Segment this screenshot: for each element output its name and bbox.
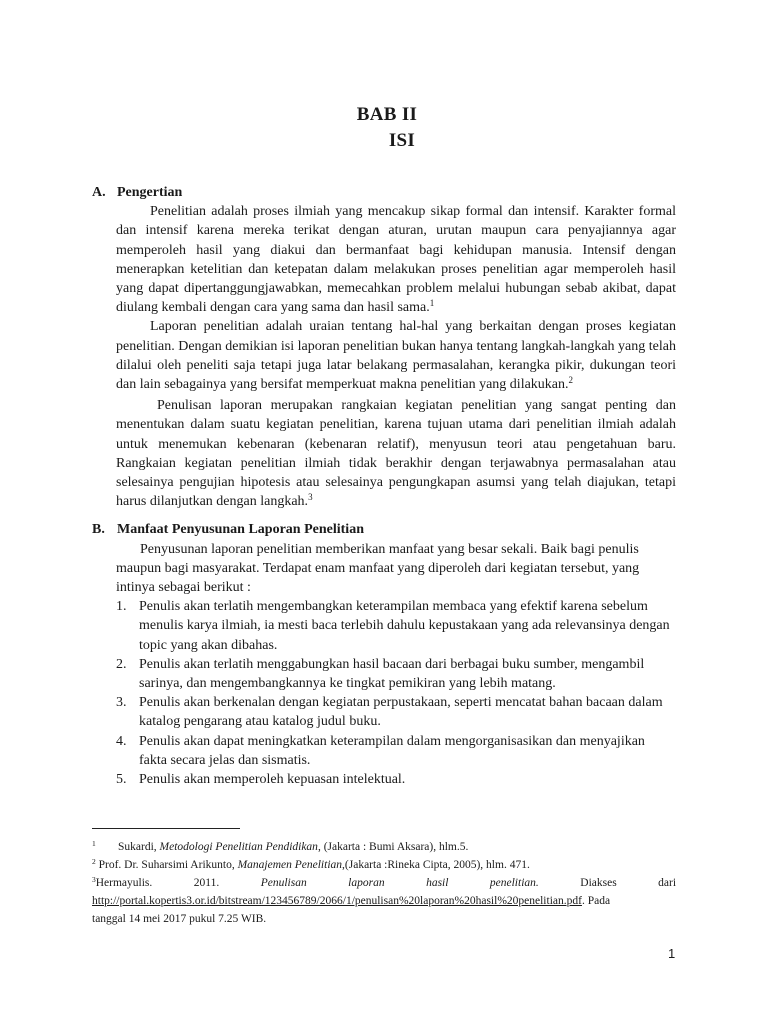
list-item <box>116 597 676 655</box>
section-b-intro: Penyusunan laporan penelitian memberikan manfaat yang besar sekali. Baik bagi penulis maupun bagi masyarakat. Terdapat enam manfaat yang diperoleh dari kegiatan tersebut, yang intinya sebagai berikut : <box>116 541 640 596</box>
paragraph-3-text: Penulisan laporan merupakan rangkaian kegiatan penelitian yang sangat penting dan menentukan dalam suatu kegiatan penelitian, karena tujuan utama dari penelitian ilmiah adalah untuk menemukan kebenaran (kebenaran relatif), menyusun teori atau pengetahuan baru. Rangkaian kegiatan penelitian ilmiah tidak berakhir dengan terjawabnya permasalahan atau selesainya pengujian hipotesis atau selesainya pengungkapan asumsi yang telah diajukan, tetapi harus dilanjutkan dengan langkah. <box>116 398 676 510</box>
section-b <box>92 520 676 789</box>
footnote-1 <box>92 838 676 856</box>
footnote-2-mark: 2 <box>92 857 96 866</box>
footnote-1-rest: , (Jakarta : Bumi Aksara), hlm.5. <box>317 841 469 853</box>
page-number: 1 <box>668 946 676 961</box>
section-b-label: B. <box>92 522 105 538</box>
footnote-1-author: Sukardi, <box>118 841 160 853</box>
list-item-text: Penulis akan dapat meningkatkan keterampilan dalam mengorganisasikan dan menyajikan fakta secara jelas dan sismatis. <box>139 733 645 768</box>
list-item-number: 3. <box>116 695 127 711</box>
list-item-number: 1. <box>116 599 127 615</box>
footnote-separator <box>92 828 240 829</box>
footnote-3-after-url: . Pada <box>581 895 611 907</box>
list-item-number: 5. <box>116 772 127 788</box>
list-item-number: 4. <box>116 733 127 749</box>
footnote-2 <box>92 856 676 874</box>
section-a-heading <box>92 183 676 202</box>
list-item-text: Penulis akan berkenalan dengan kegiatan perpustakaan, seperti mencatat bahan bacaan dalam katalog pengarang atau katalog judul buku. <box>139 695 663 730</box>
footnote-2-title: Manajemen Penelitian <box>237 859 343 871</box>
paragraph-2 <box>92 317 676 394</box>
footnote-3-year: 2011. <box>193 877 220 889</box>
list-item-number: 2. <box>116 656 127 672</box>
paragraph-2-text: Laporan penelitian adalah uraian tentang hal-hal yang berkaitan dengan proses kegiatan penelitian. Dengan demikian isi laporan penelitian bukan hanya tentang langkah-langkah yang telah dilalui oleh peneliti saja tetapi juga latar belakang permasalahan, kerangka pikir, dukungan teori dan lain sebagainya yang bersifat memperkuat makna penelitian yang dilakukan. <box>116 319 676 393</box>
section-b-heading <box>92 520 676 539</box>
footnote-3-date: tanggal 14 mei 2017 pukul 7.25 WIB. <box>92 913 267 925</box>
body-content <box>92 183 676 789</box>
footnote-3 <box>92 874 676 892</box>
list-item-text: Penulis akan terlatih mengembangkan keterampilan membaca yang efektif karena sebelum menulis karya ilmiah, ia mesti baca terlebih dahulu kepustakaan yang ada relevansinya dengan topic yang akan dibahas. <box>139 599 670 653</box>
footnote-2-author: Prof. Dr. Suharsimi Arikunto, <box>95 859 238 871</box>
footnote-3-mark: 3 <box>92 875 96 884</box>
section-a-title: Pengertian <box>117 185 183 200</box>
list-item-text: Penulis akan terlatih menggabungkan hasil bacaan dari berbagai buku sumber, mengambil sarinya, dan mengembangkannya ke tingkat pemikiran yang lebih matang. <box>139 656 645 692</box>
list-item-text: Penulis akan memperoleh kepuasan intelektual. <box>139 772 406 788</box>
chapter-subtitle: ISI <box>388 130 416 151</box>
footnote-3-link[interactable]: http://portal.kopertis3.or.id/bitstream/123456789/2066/1/penulisan%20laporan%20hasil%20penelitian.pdf <box>92 895 582 907</box>
paragraph-1 <box>92 202 676 317</box>
footnote-1-title: Metodologi Penelitian Pendidikan <box>159 841 318 853</box>
footnote-ref-3[interactable]: 3 <box>308 492 313 503</box>
footnote-3-access: Diakses dari <box>580 877 677 889</box>
list-item <box>116 770 676 789</box>
footnote-1-mark: 1 <box>92 839 96 848</box>
footnote-3-cont <box>92 892 676 928</box>
footnote-ref-1[interactable]: 1 <box>429 298 435 309</box>
chapter-title: BAB II <box>356 104 418 125</box>
paragraph-3 <box>92 396 676 511</box>
footnote-3-title: Penulisan laporan hasil penelitian. <box>260 877 539 889</box>
footnote-2-rest: ,(Jakarta :Rineka Cipta, 2005), hlm. 471. <box>342 859 530 871</box>
benefit-list <box>92 597 676 789</box>
footnote-3-author: Hermayulis. <box>95 877 153 889</box>
paragraph-1-text: Penelitian adalah proses ilmiah yang mencakup sikap formal dan intensif. Karakter formal dan intensif karena mereka terikat dengan aturan, urutan maupun cara penyajiannya agar memperoleh hasil yang diakui dan bermanfaat bagi kehidupan manusia. Intensif dengan menerapkan ketelitian dan ketepatan dalam melakukan proses penelitian agar memperoleh hasil yang dapat dipertanggungjawabkan, memecahkan problem melalui hubungan sebab akibat, dapat diulang kembali dengan cara yang sama dan hasil sama. <box>116 204 676 316</box>
footnote-ref-2[interactable]: 2 <box>568 375 574 386</box>
footnotes <box>92 838 676 928</box>
list-item <box>116 693 676 731</box>
list-item <box>116 732 676 770</box>
list-item <box>116 655 676 693</box>
section-a-label: A. <box>92 185 106 200</box>
section-a <box>92 183 676 511</box>
section-b-title: Manfaat Penyusunan Laporan Penelitian <box>117 522 364 538</box>
